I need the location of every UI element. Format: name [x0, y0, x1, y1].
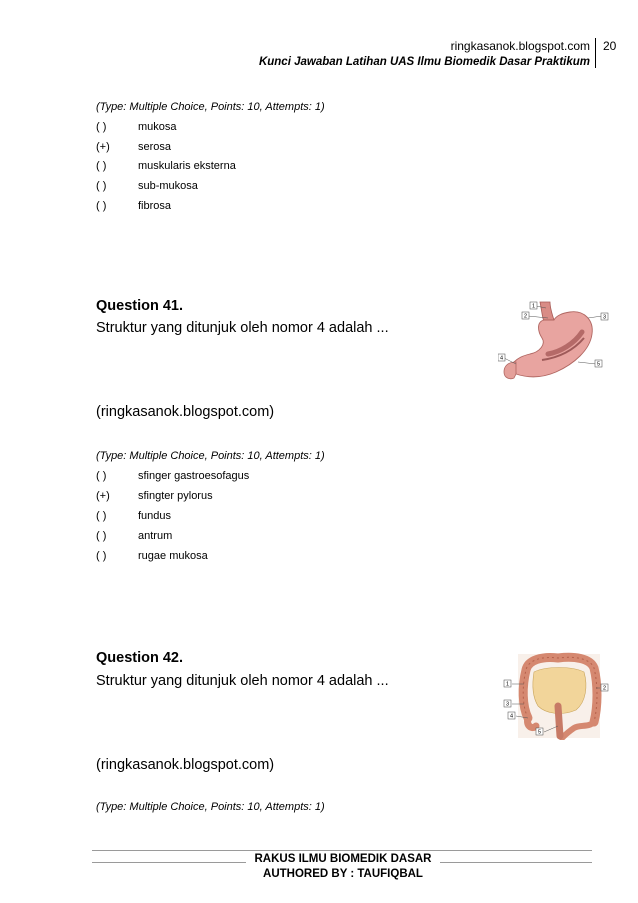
footer-rule: [92, 850, 592, 851]
footer-rule: [440, 862, 592, 863]
header-site: ringkasanok.blogspot.com: [450, 39, 590, 53]
figure-label: 3: [602, 314, 607, 321]
option-mark: ( ): [96, 530, 107, 542]
option-row: [96, 510, 496, 530]
question-meta: (Type: Multiple Choice, Points: 10, Attempts: 1): [96, 101, 325, 113]
page-number: 20: [603, 39, 617, 53]
question-text: Struktur yang ditunjuk oleh nomor 4 adalah ...: [96, 673, 389, 689]
figure-label: 4: [499, 355, 504, 362]
option-text: serosa: [138, 141, 172, 153]
option-row: [96, 490, 496, 510]
large-intestine-figure: [502, 646, 612, 740]
stomach-figure: [498, 298, 610, 382]
option-row: [96, 200, 496, 220]
option-text: muskularis eksterna: [138, 160, 236, 172]
option-text: rugae mukosa: [138, 550, 208, 562]
option-text: fundus: [138, 510, 172, 522]
header-title: Kunci Jawaban Latihan UAS Ilmu Biomedik Dasar Praktikum: [258, 56, 590, 68]
option-row: [96, 550, 496, 570]
question-meta: (Type: Multiple Choice, Points: 10, Attempts: 1): [96, 801, 325, 813]
source-link: (ringkasanok.blogspot.com): [96, 757, 275, 773]
option-mark: ( ): [96, 121, 107, 133]
option-mark: ( ): [96, 550, 107, 562]
option-row: [96, 121, 496, 141]
figure-label: 2: [523, 313, 528, 320]
footer-line-1: RAKUS ILMU BIOMEDIK DASAR: [254, 853, 432, 865]
figure-label: 5: [596, 361, 601, 368]
option-row: [96, 141, 496, 161]
question-text: Struktur yang ditunjuk oleh nomor 4 adalah ...: [96, 320, 389, 336]
figure-label: 1: [505, 681, 510, 688]
option-text: fibrosa: [138, 200, 172, 212]
option-text: sfingter pylorus: [138, 490, 213, 502]
source-link: (ringkasanok.blogspot.com): [96, 404, 275, 420]
option-mark: ( ): [96, 160, 107, 172]
footer-line-2: AUTHORED BY : TAUFIQBAL: [263, 868, 423, 880]
footer-rule: [92, 862, 246, 863]
header-divider: [595, 38, 596, 68]
figure-label: 2: [602, 685, 607, 692]
option-text: sub-mukosa: [138, 180, 198, 192]
figure-label: 1: [531, 303, 536, 310]
figure-label: 5: [537, 729, 542, 736]
option-text: sfinger gastroesofagus: [138, 470, 250, 482]
option-row: [96, 180, 496, 200]
option-mark: ( ): [96, 180, 107, 192]
option-mark: (+): [96, 490, 110, 502]
question-meta: (Type: Multiple Choice, Points: 10, Attempts: 1): [96, 450, 325, 462]
figure-label: 4: [509, 713, 514, 720]
option-mark: ( ): [96, 510, 107, 522]
option-mark: ( ): [96, 200, 107, 212]
option-mark: ( ): [96, 470, 107, 482]
question-title: Question 41.: [96, 298, 184, 314]
option-text: antrum: [138, 530, 173, 542]
question-title: Question 42.: [96, 650, 184, 666]
figure-label: 3: [505, 701, 510, 708]
option-row: [96, 160, 496, 180]
option-row: [96, 470, 496, 490]
option-mark: (+): [96, 141, 110, 153]
option-text: mukosa: [138, 121, 177, 133]
option-row: [96, 530, 496, 550]
